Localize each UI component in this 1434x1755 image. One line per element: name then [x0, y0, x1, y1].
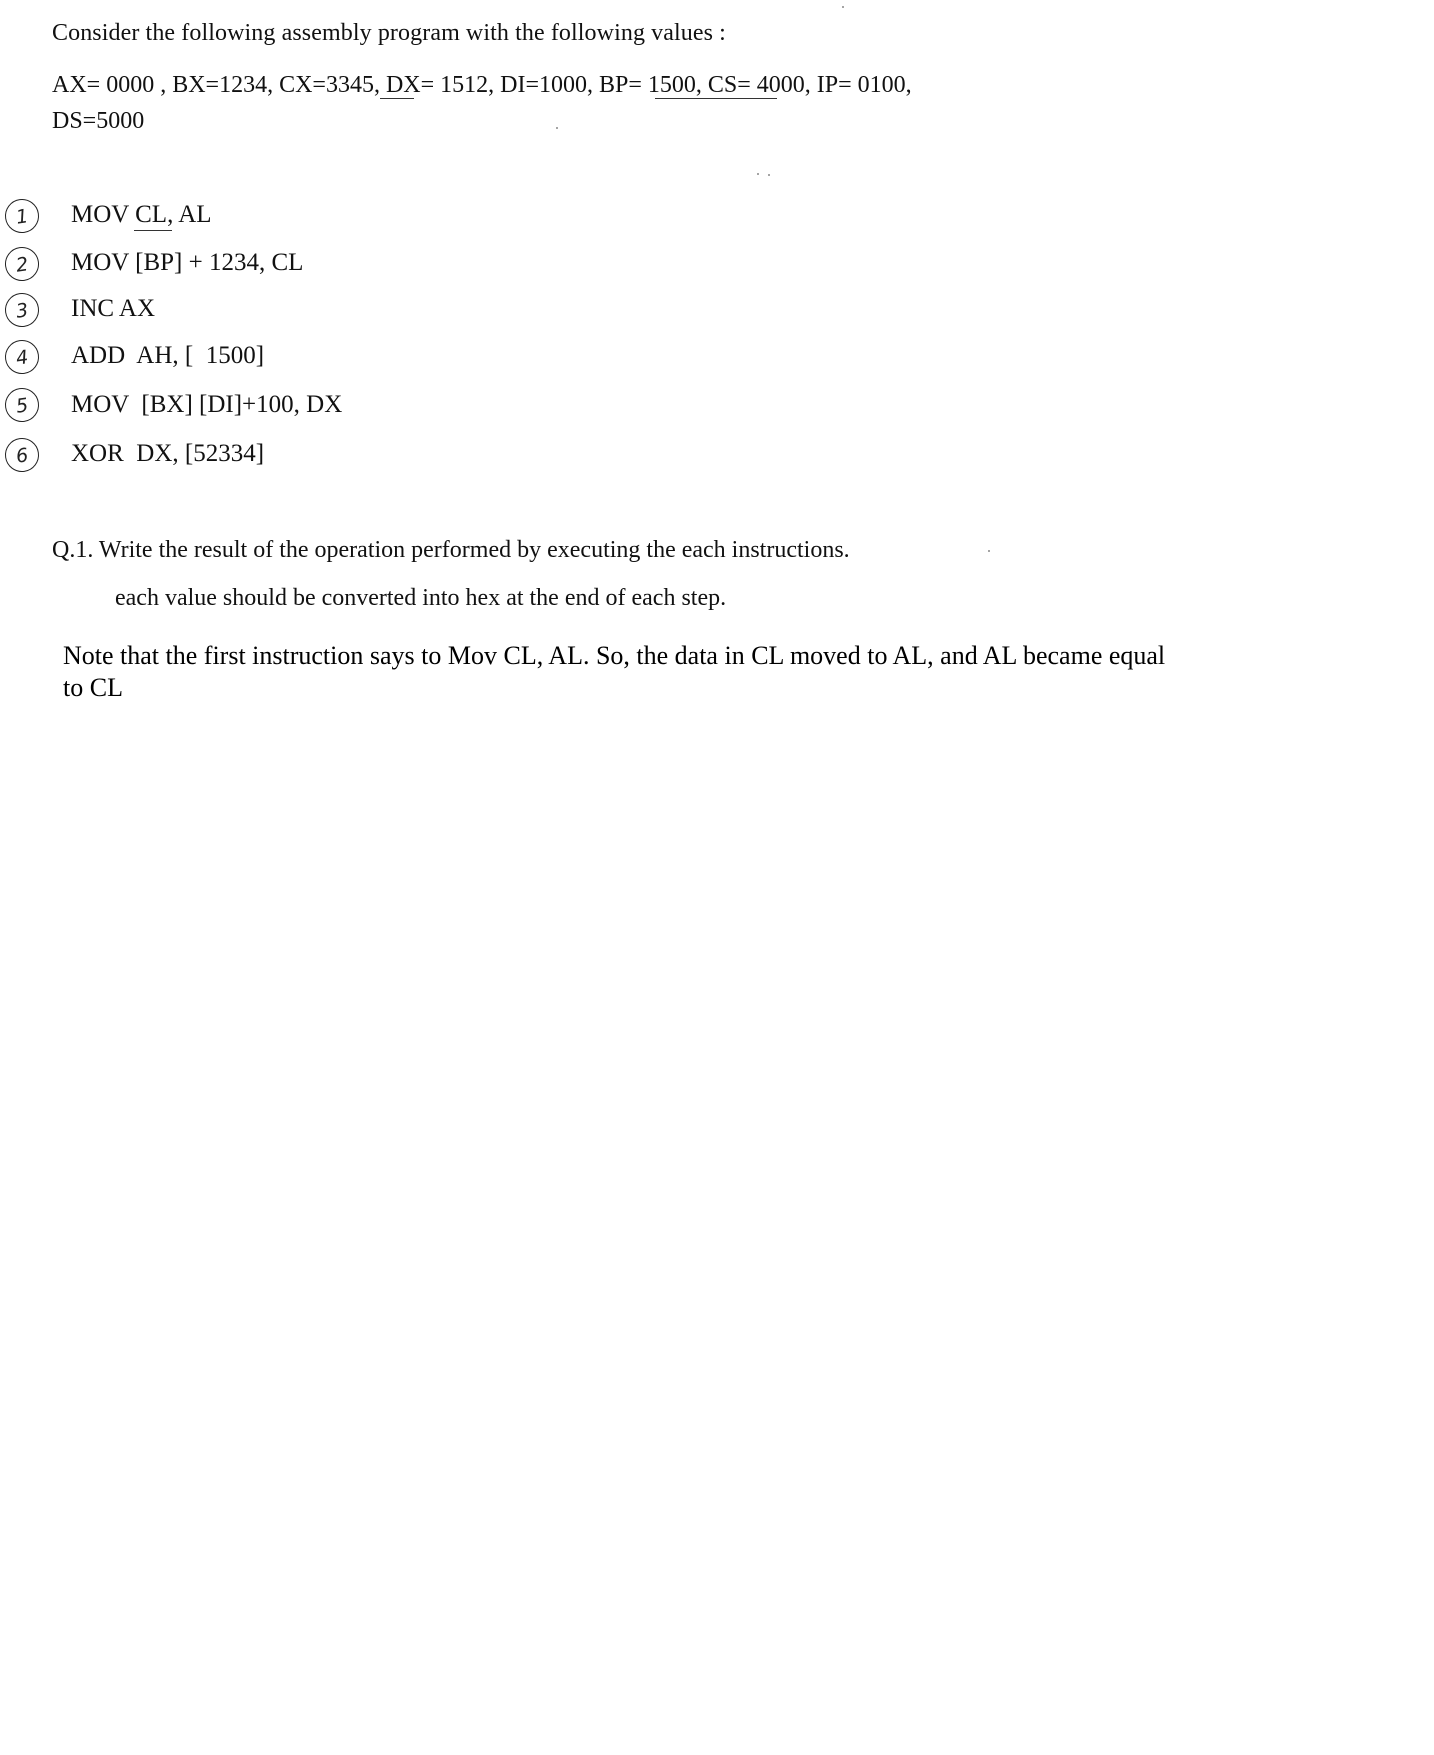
instruction-1: MOV CL, AL: [71, 201, 212, 228]
note-text: Note that the first instruction says to Mov CL, AL. So, the data in CL moved to AL, and AL became equal to CL: [63, 641, 1166, 702]
instruction-6: XOR DX, [52334]: [71, 440, 265, 467]
register-values: [52, 67, 1052, 139]
scan-speck: [988, 550, 990, 552]
scan-speck: [842, 6, 844, 8]
step-marker-4: 4: [3, 338, 41, 376]
step-marker-3: 3: [3, 291, 41, 329]
step-marker-1: 1: [3, 197, 41, 235]
instruction-5: MOV [BX] [DI]+100, DX: [71, 391, 343, 418]
handwritten-underline-bp: [655, 98, 777, 99]
question-instruction: each value should be converted into hex at the end of each step.: [115, 585, 727, 611]
question-text: Q.1. Write the result of the operation performed by executing the each instructions.: [52, 537, 850, 563]
register-values-line-1: AX= 0000 , BX=1234, CX=3345, DX= 1512, DI=1000, BP= 1500, CS= 4000, IP= 0100,: [52, 72, 912, 98]
scan-speck: [556, 127, 558, 129]
register-values-line-2: DS=5000: [52, 108, 145, 134]
step-marker-5: 5: [3, 386, 41, 424]
scan-speck: [757, 173, 759, 175]
step-marker-6: 6: [3, 436, 41, 474]
handwritten-underline-cx: [380, 98, 414, 99]
instruction-4: ADD AH, [ 1500]: [71, 342, 265, 369]
step-marker-2: 2: [3, 245, 41, 283]
intro-text: Consider the following assembly program with the following values :: [52, 20, 726, 46]
handwritten-underline-cl: [134, 230, 172, 231]
instruction-3: INC AX: [71, 295, 156, 322]
scan-speck: [768, 174, 770, 176]
instruction-2: MOV [BP] + 1234, CL: [71, 249, 304, 276]
